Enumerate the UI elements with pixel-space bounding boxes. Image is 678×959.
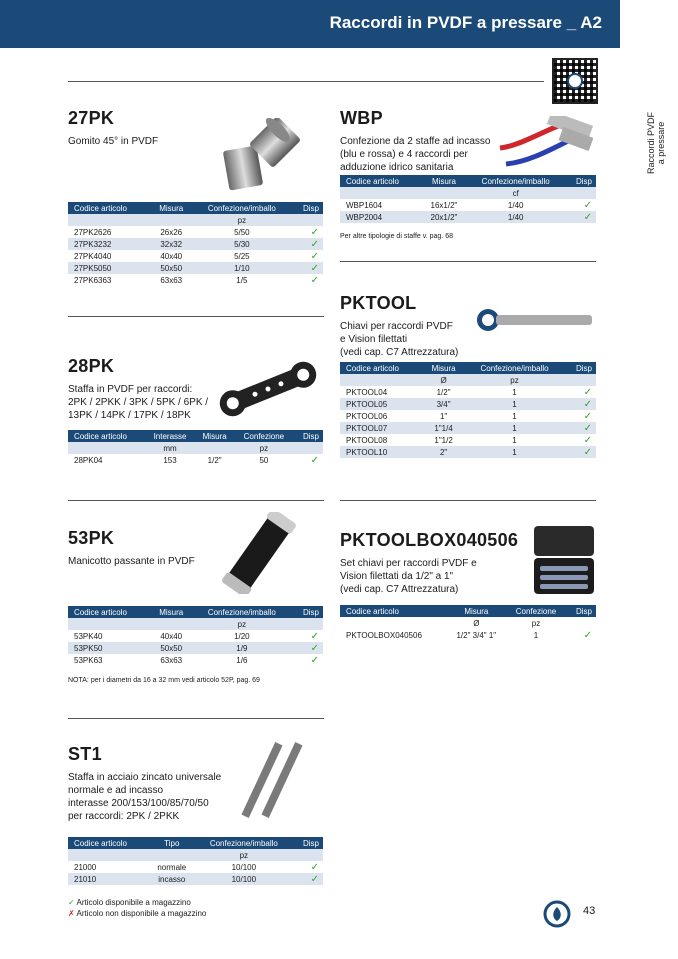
table-row xyxy=(68,250,323,262)
cell: 10/100 xyxy=(195,873,292,885)
cell: 50x50 xyxy=(150,642,192,654)
cell: 1 xyxy=(512,411,517,421)
wbp-kit-image xyxy=(498,116,593,170)
table-row xyxy=(340,422,596,434)
side-label-line-1: Raccordi PVDF xyxy=(646,112,656,175)
table-row xyxy=(340,199,596,211)
cell: PKTOOL07 xyxy=(340,422,423,434)
cell: 53PK40 xyxy=(74,631,103,641)
qr-logo-icon xyxy=(567,73,583,89)
unit-cell: pz xyxy=(192,618,291,630)
cell: WBP1604 xyxy=(346,200,383,210)
unit-cell: cf xyxy=(467,187,565,199)
product-description xyxy=(68,771,238,823)
availability-check-icon: ✓ xyxy=(564,422,596,434)
cell: 1/10 xyxy=(192,262,291,274)
availability-check-icon: ✓ xyxy=(310,274,319,286)
cell: 26x26 xyxy=(160,227,183,237)
col-header: Misura xyxy=(447,605,506,617)
cell: normale xyxy=(157,862,187,872)
col-header: Disp xyxy=(294,430,323,442)
wbp-note: Per altre tipologie di staffe v. pag. 68 xyxy=(340,233,453,240)
desc-line: (vedi cap. C7 Attrezzatura) xyxy=(340,584,459,595)
table-pktoolbox xyxy=(340,605,596,641)
cell: 50x50 xyxy=(150,262,192,274)
legend xyxy=(68,897,206,919)
col-header: Confezione/imballo xyxy=(195,837,292,849)
cell: 5/30 xyxy=(192,238,291,250)
cell: 27PK3232 xyxy=(68,238,150,250)
side-label xyxy=(646,108,670,178)
section-53pk xyxy=(68,528,228,568)
table-row xyxy=(68,630,323,642)
legend-available: Articolo disponibile a magazzino xyxy=(76,898,191,907)
col-header: Disp xyxy=(564,362,596,374)
table-row xyxy=(68,861,323,873)
section-wbp xyxy=(340,108,500,174)
cell: 10/100 xyxy=(231,862,257,872)
cell: 63x63 xyxy=(160,275,183,285)
cell: 1/40 xyxy=(467,211,565,223)
section-pktoolbox xyxy=(340,530,530,596)
table-row xyxy=(68,873,323,885)
table-row xyxy=(68,654,323,666)
col-header: Disp xyxy=(292,837,323,849)
availability-check-icon: ✓ xyxy=(583,434,592,446)
table-row xyxy=(340,629,596,641)
availability-check-icon: ✓ xyxy=(310,226,319,238)
cell: 5/25 xyxy=(234,251,250,261)
availability-check-icon: ✓ xyxy=(583,386,592,398)
availability-check-icon: ✓ xyxy=(310,630,319,642)
availability-check-icon: ✓ xyxy=(310,654,319,666)
product-code: PKTOOL xyxy=(340,293,417,313)
product-code: 53PK xyxy=(68,528,115,548)
availability-check-icon: ✓ xyxy=(292,238,323,250)
cell: 1 xyxy=(533,630,539,640)
col-header: Misura xyxy=(421,175,466,187)
col-header: Confezione/imballo xyxy=(192,202,291,214)
cell: 1/5 xyxy=(236,275,248,285)
bracket-28pk-image xyxy=(214,360,322,418)
unit-cell: Ø xyxy=(447,617,506,629)
cell: 1/40 xyxy=(507,200,524,210)
unit-cell: pz xyxy=(192,214,291,226)
steel-bracket-image xyxy=(236,736,308,826)
cell: 153 xyxy=(163,455,177,465)
cell: 1/20 xyxy=(234,631,250,641)
product-code: 27PK xyxy=(68,108,115,128)
col-header: Disp xyxy=(566,605,596,617)
table-wbp xyxy=(340,175,596,223)
cell: 40x40 xyxy=(160,631,183,641)
col-header: Codice articolo xyxy=(340,175,421,187)
table-row xyxy=(340,410,596,422)
desc-line: e Vision filettati xyxy=(340,334,408,345)
table-pktool xyxy=(340,362,596,458)
cell: 1 xyxy=(465,398,565,410)
desc-line: 2PK / 2PKK / 3PK / 5PK / 6PK / xyxy=(68,397,209,408)
unit-cell: mm xyxy=(145,442,195,454)
cell: 21000 xyxy=(74,862,97,872)
table-row xyxy=(68,226,323,238)
table-row xyxy=(340,434,596,446)
cell: 53PK50 xyxy=(68,642,150,654)
cell: 1/2" 3/4" 1" xyxy=(456,630,497,640)
cell: 20x1/2" xyxy=(421,211,466,223)
unit-cell: pz xyxy=(234,442,293,454)
availability-check-icon: ✓ xyxy=(292,642,323,654)
table-row xyxy=(68,262,323,274)
col-header: Codice articolo xyxy=(340,362,423,374)
divider xyxy=(340,261,596,262)
section-28pk xyxy=(68,356,228,422)
divider-top xyxy=(68,81,544,82)
cell: 27PK2626 xyxy=(74,227,112,237)
table-row xyxy=(340,446,596,458)
cell: 1/2" xyxy=(436,387,451,397)
desc-line: 13PK / 14PK / 17PK / 18PK xyxy=(68,410,191,421)
desc-line: Vision filettati da 1/2" a 1" xyxy=(340,571,454,582)
product-code: WBP xyxy=(340,108,383,128)
product-description xyxy=(340,135,500,174)
table-row xyxy=(68,238,323,250)
cell: 32x32 xyxy=(150,238,192,250)
cell: 1 xyxy=(512,435,517,445)
unit-cell: Ø xyxy=(423,374,465,386)
divider xyxy=(68,718,324,719)
divider xyxy=(68,500,324,501)
table-st1 xyxy=(68,837,323,885)
col-header: Tipo xyxy=(148,837,195,849)
cell: incasso xyxy=(148,873,195,885)
col-header: Confezione xyxy=(506,605,566,617)
cell: PKTOOL05 xyxy=(340,398,423,410)
availability-check-icon: ✓ xyxy=(292,262,323,274)
brand-logo-icon xyxy=(543,900,571,928)
table-53pk xyxy=(68,606,323,666)
col-header: Codice articolo xyxy=(68,837,148,849)
col-header: Confezione/imballo xyxy=(467,175,565,187)
availability-check-icon: ✓ xyxy=(292,873,323,885)
cell: 1 xyxy=(465,422,565,434)
cell: PKTOOL04 xyxy=(346,387,388,397)
col-header: Disp xyxy=(292,606,323,618)
availability-check-icon: ✓ xyxy=(310,250,319,262)
availability-check-icon: ✓ xyxy=(583,410,592,422)
desc-line: Chiavi per raccordi PVDF xyxy=(340,321,453,332)
check-icon: ✓ xyxy=(68,898,75,907)
cell: 1"1/2 xyxy=(434,435,453,445)
divider xyxy=(340,500,596,501)
col-header: Misura xyxy=(195,430,234,442)
header-band xyxy=(0,0,620,48)
col-header: Confezione/imballo xyxy=(192,606,291,618)
desc-line: Staffa in PVDF per raccordi: xyxy=(68,384,193,395)
unit-cell: pz xyxy=(195,849,292,861)
availability-check-icon: ✓ xyxy=(583,199,592,211)
cell: PKTOOL10 xyxy=(340,446,423,458)
table-28pk xyxy=(68,430,323,466)
cell: 50 xyxy=(259,455,269,465)
cell: 27PK4040 xyxy=(74,251,112,261)
product-description: Manicotto passante in PVDF xyxy=(68,556,195,567)
cell: PKTOOL06 xyxy=(346,411,388,421)
availability-check-icon: ✓ xyxy=(564,446,596,458)
side-label-line-2: a pressare xyxy=(656,121,666,165)
table-row xyxy=(68,274,323,286)
cell: 5/50 xyxy=(234,227,250,237)
desc-line: (blu e rossa) e 4 raccordi per xyxy=(340,149,468,160)
53pk-note: NOTA: per i diametri da 16 a 32 mm vedi articolo 52P, pag. 69 xyxy=(68,677,260,684)
col-header: Confezione/imballo xyxy=(465,362,565,374)
cell: 27PK6363 xyxy=(74,275,112,285)
table-row xyxy=(340,211,596,223)
cell: 40x40 xyxy=(160,251,183,261)
cell: 1 xyxy=(465,446,565,458)
legend-unavailable: Articolo non disponibile a magazzino xyxy=(76,909,207,918)
availability-check-icon: ✓ xyxy=(310,454,319,466)
product-description xyxy=(340,557,530,596)
cross-icon: ✗ xyxy=(68,909,75,918)
unit-cell: pz xyxy=(465,374,565,386)
product-code: PKTOOLBOX040506 xyxy=(340,530,519,550)
desc-line: interasse 200/153/100/85/70/50 xyxy=(68,798,209,809)
col-header: Misura xyxy=(150,606,192,618)
cell: 1/9 xyxy=(192,642,291,654)
desc-line: (vedi cap. C7 Attrezzatura) xyxy=(340,347,459,358)
col-header: Disp xyxy=(292,202,323,214)
col-header: Codice articolo xyxy=(340,605,447,617)
col-header: Codice articolo xyxy=(68,202,150,214)
page-number: 43 xyxy=(583,905,596,917)
table-row xyxy=(340,398,596,410)
cell: PKTOOLBOX040506 xyxy=(346,630,422,640)
unit-cell: pz xyxy=(506,617,566,629)
cell: PKTOOL08 xyxy=(346,435,388,445)
table-27pk xyxy=(68,202,323,286)
desc-line: adduzione idrico sanitaria xyxy=(340,162,454,173)
cell: WBP2004 xyxy=(340,211,421,223)
wrench-image xyxy=(474,306,594,334)
cell: 1 xyxy=(512,387,517,397)
desc-line: Set chiavi per raccordi PVDF e xyxy=(340,558,477,569)
sleeve-53pk-image xyxy=(214,512,304,594)
cell: 1/6 xyxy=(236,655,248,665)
cell: 1/2" xyxy=(207,455,222,465)
col-header: Misura xyxy=(423,362,465,374)
product-code: 28PK xyxy=(68,356,115,376)
cell: 1"1/4 xyxy=(423,422,465,434)
cell: 28PK04 xyxy=(74,455,103,465)
col-header: Interasse xyxy=(145,430,195,442)
col-header: Disp xyxy=(565,175,596,187)
product-description xyxy=(68,383,228,422)
col-header: Misura xyxy=(150,202,192,214)
desc-line: Confezione da 2 staffe ad incasso xyxy=(340,136,491,147)
cell: 53PK63 xyxy=(74,655,103,665)
availability-check-icon: ✓ xyxy=(564,398,596,410)
col-header: Codice articolo xyxy=(68,430,145,442)
table-row xyxy=(68,642,323,654)
availability-check-icon: ✓ xyxy=(565,211,596,223)
product-code: ST1 xyxy=(68,744,102,764)
col-header: Codice articolo xyxy=(68,606,150,618)
table-row xyxy=(68,454,323,466)
qr-code[interactable] xyxy=(552,58,598,104)
elbow-45-image xyxy=(214,118,304,194)
desc-line: per raccordi: 2PK / 2PKK xyxy=(68,811,180,822)
cell: 3/4" xyxy=(423,398,465,410)
divider xyxy=(68,316,324,317)
availability-check-icon: ✓ xyxy=(310,861,319,873)
cell: 16x1/2" xyxy=(430,200,458,210)
cell: 21010 xyxy=(68,873,148,885)
availability-check-icon: ✓ xyxy=(583,629,592,641)
cell: 63x63 xyxy=(160,655,183,665)
desc-line: normale e ad incasso xyxy=(68,785,164,796)
toolbox-image xyxy=(530,524,598,596)
page-title: Raccordi in PVDF a pressare _ A2 xyxy=(329,13,602,32)
cell: 2" xyxy=(423,446,465,458)
cell: 1" xyxy=(439,411,448,421)
cell: 27PK5050 xyxy=(68,262,150,274)
product-description: Gomito 45° in PVDF xyxy=(68,136,159,147)
desc-line: Staffa in acciaio zincato universale xyxy=(68,772,222,783)
section-st1 xyxy=(68,744,238,823)
table-row xyxy=(340,386,596,398)
col-header: Confezione xyxy=(234,430,293,442)
